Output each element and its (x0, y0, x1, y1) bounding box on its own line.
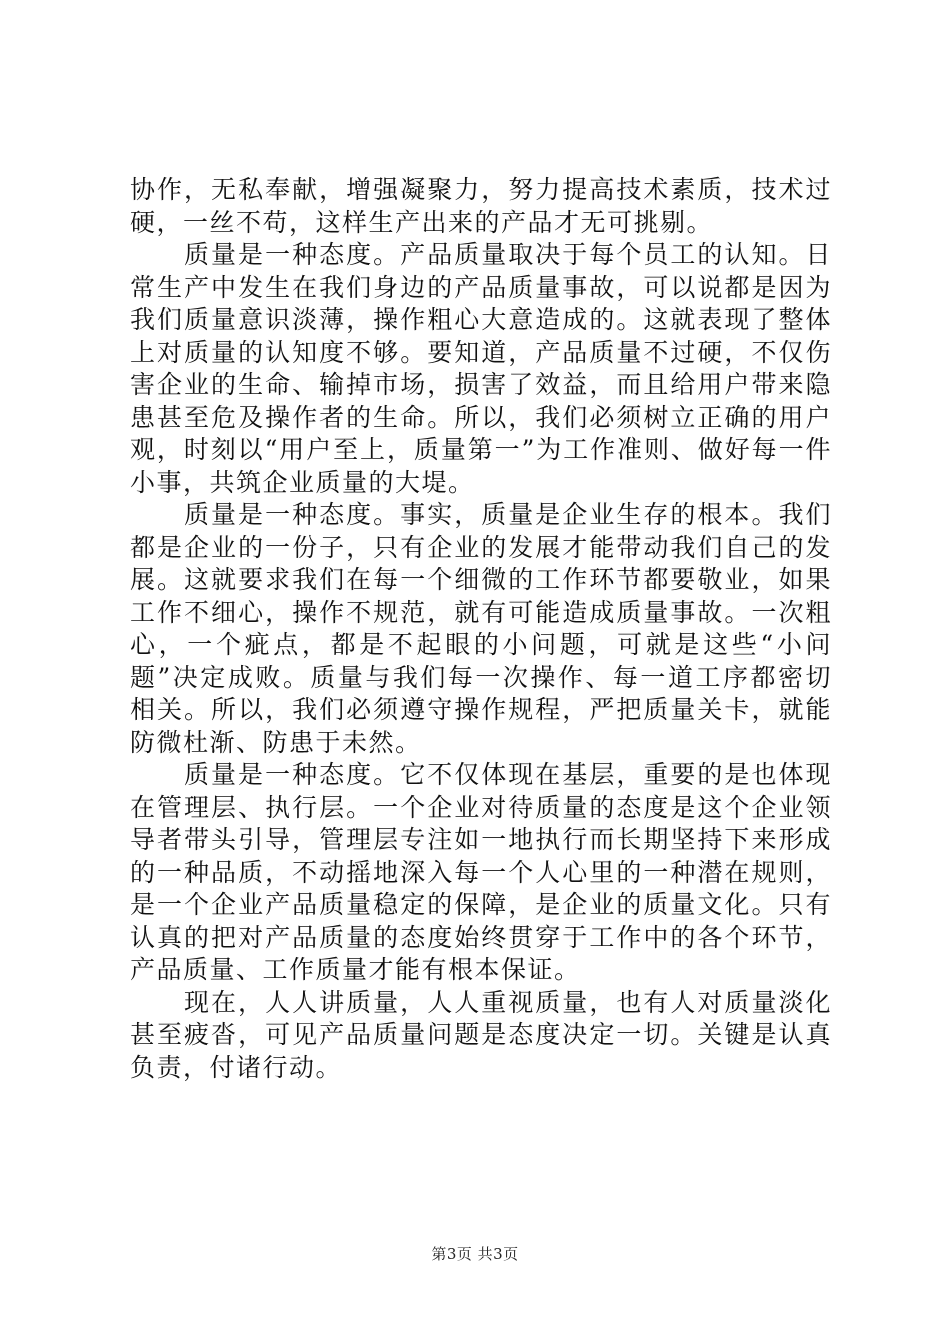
paragraph-2: 质量是一种态度。产品质量取决于每个员工的认知。日常生产中发生在我们身边的产品质量事故，可以说都是因为我们质量意识淡薄，操作粗心大意造成的。这就表现了整体上对质量的认知度不够。要知道，产品质量不过硬，不仅伤害企业的生命、输掉市场，损害了效益，而且给用户带来隐患甚至危及操作者的生命。所以，我们必须树立正确的用户观，时刻以“用户至上，质量第一”为工作准则、做好每一件小事，共筑企业质量的大堤。 (130, 240, 832, 497)
paragraph-1: 协作，无私奉献，增强凝聚力，努力提高技术素质，技术过硬，一丝不苟，这样生产出来的产品才无可挑剔。 (130, 175, 832, 237)
paragraph-4: 质量是一种态度。它不仅体现在基层，重要的是也体现在管理层、执行层。一个企业对待质量的态度是这个企业领导者带头引导，管理层专注如一地执行而长期坚持下来形成的一种品质，不动摇地深入每一个人心里的一种潜在规则，是一个企业产品质量稳定的保障，是企业的质量文化。只有认真的把对产品质量的态度始终贯穿于工作中的各个环节，产品质量、工作质量才能有根本保证。 (130, 760, 832, 984)
page-number-footer: 第3页 共3页 (431, 1245, 519, 1263)
paragraph-3: 质量是一种态度。事实，质量是企业生存的根本。我们都是企业的一份子，只有企业的发展才能带动我们自己的发展。这就要求我们在每一个细微的工作环节都要敬业，如果工作不细心，操作不规范，就有可能造成质量事故。一次粗心，一个疵点，都是不起眼的小问题，可就是这些“小问题”决定成败。质量与我们每一次操作、每一道工序都密切相关。所以，我们必须遵守操作规程，严把质量关卡，就能防微杜渐、防患于未然。 (130, 500, 832, 757)
paragraph-5: 现在，人人讲质量，人人重视质量，也有人对质量淡化甚至疲沓，可见产品质量问题是态度决定一切。关键是认真负责，付诸行动。 (130, 987, 832, 1082)
document-body (130, 174, 832, 1084)
